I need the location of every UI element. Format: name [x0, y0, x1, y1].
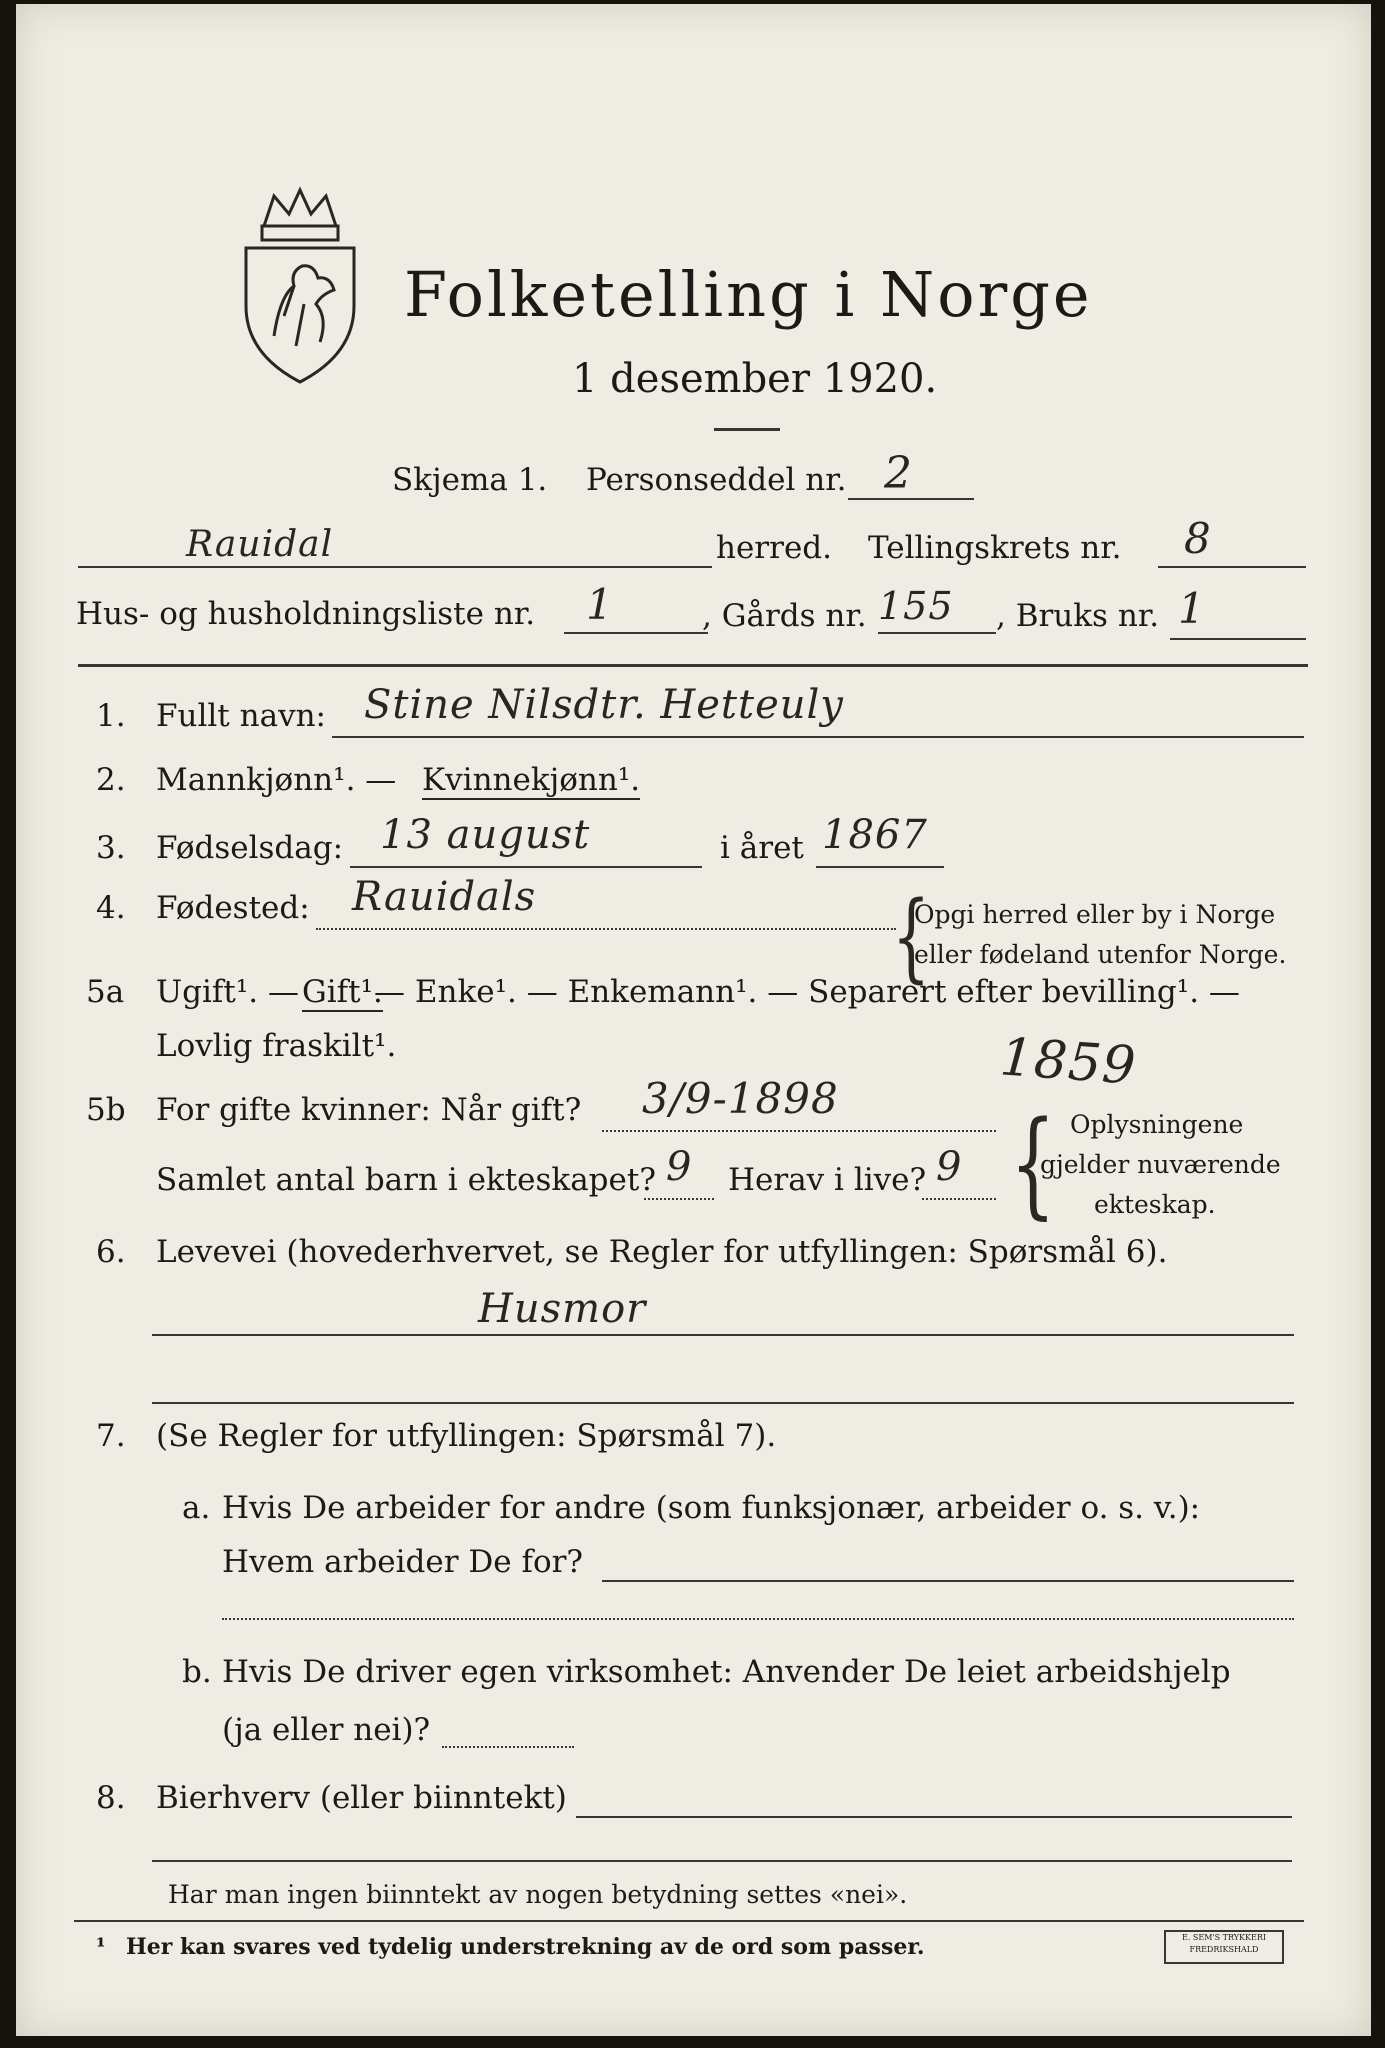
q2-number: 2. [96, 762, 126, 798]
bruks-value[interactable]: 1 [1178, 584, 1206, 633]
q3-line [350, 866, 702, 868]
footnote-text: Her kan svares ved tydelig understrekning av de ord som passer. [126, 1934, 925, 1960]
q5b-line [602, 1130, 996, 1132]
form-title: Folketelling i Norge [404, 258, 1093, 331]
q5b-label: For gifte kvinner: Når gift? [156, 1092, 582, 1128]
q3-number: 3. [96, 830, 126, 866]
tellingskrets-value[interactable]: 8 [1184, 514, 1212, 563]
q4-label: Fødested: [156, 890, 310, 926]
herred-label: herred. [716, 530, 832, 566]
footnote-separator [74, 1920, 1304, 1922]
q1-label: Fullt navn: [156, 698, 326, 734]
gards-label: , Gårds nr. [702, 598, 867, 634]
live-line [922, 1198, 996, 1200]
marriage-date-value[interactable]: 3/9-1898 [642, 1074, 839, 1123]
printer-stamp-text: E. SEM'S TRYKKERI FREDRIKSHALD [1181, 1933, 1267, 1954]
skjema-label: Skjema 1. [392, 462, 548, 498]
hired-help-line[interactable] [442, 1746, 574, 1748]
q1-number: 1. [96, 698, 126, 734]
children-count-value[interactable]: 9 [666, 1144, 693, 1190]
bruks-line [1170, 638, 1306, 640]
census-date: 1 desember 1920. [572, 356, 938, 402]
title-divider [714, 428, 780, 431]
personseddel-value[interactable]: 2 [884, 448, 913, 499]
q7-label: (Se Regler for utfyllingen: Spørsmål 7). [156, 1418, 777, 1454]
footnote-mark: ¹ [96, 1934, 106, 1960]
q4-note-line2: eller fødeland utenfor Norge. [914, 940, 1287, 969]
q6-number: 6. [96, 1234, 126, 1270]
kvinnekjonn-option[interactable]: Kvinnekjønn¹. [422, 762, 641, 798]
mannkjonn-option[interactable]: Mannkjønn¹. — [156, 762, 397, 798]
gards-value[interactable]: 155 [878, 584, 954, 628]
employer-line[interactable] [602, 1580, 1294, 1582]
herred-value[interactable]: Rauidal [186, 524, 334, 565]
q4-number: 4. [96, 890, 126, 926]
lovlig-fraskilt-option[interactable]: Lovlig fraskilt¹. [156, 1028, 397, 1064]
printer-stamp [1164, 1930, 1284, 1964]
birth-year-line [816, 866, 944, 868]
side-income-line2[interactable] [152, 1860, 1292, 1862]
q5b-note-line3: ekteskap. [1094, 1190, 1216, 1219]
census-form-page [16, 4, 1371, 2036]
tellingskrets-line [1158, 566, 1306, 568]
husliste-value[interactable]: 1 [586, 580, 614, 629]
q4-note-line1: Opgi herred eller by i Norge [914, 900, 1276, 929]
q5b-brace: { [1010, 1096, 1056, 1231]
barn-label: Samlet antal barn i ekteskapet? [156, 1162, 656, 1198]
birthplace-value[interactable]: Rauidals [352, 874, 537, 920]
ugift-option[interactable]: Ugift¹. — [156, 974, 299, 1010]
q7b-line2: (ja eller nei)? [222, 1712, 431, 1748]
tellingskrets-label: Tellingskrets nr. [868, 530, 1122, 566]
personseddel-label: Personseddel nr. [586, 462, 847, 498]
q5a-number: 5a [86, 974, 125, 1010]
marriage-year-annotation: 1859 [998, 1027, 1139, 1097]
q1-line [332, 736, 1304, 738]
birthday-value[interactable]: 13 august [380, 812, 591, 858]
q5b-note-line2: gjelder nuværende [1040, 1150, 1281, 1179]
q7b-line1: Hvis De driver egen virksomhet: Anvender De leiet arbeidshjelp [222, 1654, 1231, 1690]
q6-label: Levevei (hovederhvervet, se Regler for utfyllingen: Spørsmål 6). [156, 1234, 1168, 1270]
children-alive-value[interactable]: 9 [936, 1144, 963, 1190]
coat-of-arms-icon [234, 186, 366, 386]
q4-brace: { [892, 882, 931, 994]
barn-line [644, 1198, 714, 1200]
live-label: Herav i live? [728, 1162, 927, 1198]
q7a-letter: a. [182, 1490, 211, 1526]
birth-year-value[interactable]: 1867 [822, 812, 928, 858]
husliste-line [564, 632, 708, 634]
birth-year-label: i året [720, 830, 804, 866]
q8-label: Bierhverv (eller biinntekt) [156, 1780, 567, 1816]
header-separator [78, 664, 1308, 667]
q5b-note-line1: Oplysningene [1070, 1110, 1244, 1139]
gift-option[interactable]: Gift¹. [302, 974, 383, 1010]
q6-line1 [152, 1334, 1294, 1336]
q7a-line1: Hvis De arbeider for andre (som funksjonær, arbeider o. s. v.): [222, 1490, 1201, 1526]
bruks-label: , Bruks nr. [996, 598, 1160, 634]
q7-number: 7. [96, 1418, 126, 1454]
q7b-letter: b. [182, 1654, 212, 1690]
occupation-value[interactable]: Husmor [478, 1286, 647, 1332]
q5b-number: 5b [86, 1092, 126, 1128]
q8-note: Har man ingen biinntekt av nogen betydning settes «nei». [168, 1880, 908, 1909]
husliste-label: Hus- og husholdningsliste nr. [76, 596, 536, 632]
side-income-line[interactable] [576, 1816, 1292, 1818]
q7a-line2: Hvem arbeider De for? [222, 1544, 584, 1580]
q3-label: Fødselsdag: [156, 830, 344, 866]
q6-line2 [152, 1402, 1294, 1404]
q8-number: 8. [96, 1780, 126, 1816]
q4-line [316, 928, 896, 930]
employer-line2[interactable] [222, 1618, 1294, 1620]
herred-line [78, 566, 712, 568]
gards-line [878, 632, 996, 634]
q5a-other-options[interactable]: — Enke¹. — Enkemann¹. — Separert efter bevilling¹. — [374, 974, 1240, 1010]
full-name-value[interactable]: Stine Nilsdtr. Hetteuly [364, 682, 844, 728]
